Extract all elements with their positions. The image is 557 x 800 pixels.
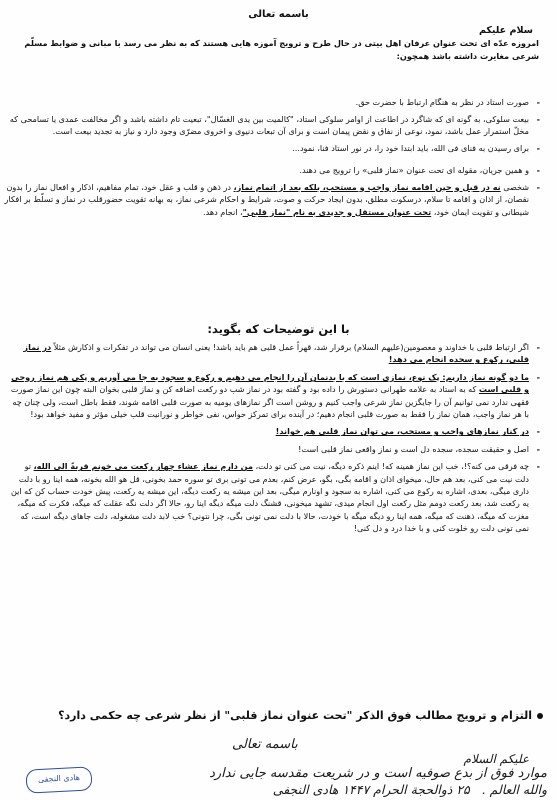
greeting: سلام علیکم bbox=[478, 25, 533, 36]
explanation-item: - در کنار نمازهای واجب و مستحب، می توان نماز قلبی هم خواند! bbox=[9, 425, 529, 437]
intro-paragraph: امروزه عدّه ای تحت عنوان عرفان اهل بیتی در حال طرح و ترویج آموزه هایی هستند که به نظر می رسد با مبانی و ضوابط مسلّم شرعی مغایرت داشته باشد همچون: bbox=[24, 38, 539, 61]
main-question: التزام و ترویج مطالب فوق الذکر "تحت عنوان نماز قلبی" از نظر شرعی چه حکمی دارد؟ bbox=[15, 709, 543, 722]
handwritten-closing: والله العالم . ۲۵ ذوالحجة الحرام ۱۴۴۷ هادی النجفی bbox=[272, 782, 547, 797]
handwritten-answer: موارد فوق از بدع صوفیه است و در شریعت مقدسه جایی ندارد bbox=[209, 766, 547, 781]
section-subheading: با این توضیحات که بگوید: bbox=[207, 322, 350, 336]
claim-item: - صورت استاد در نظر به هنگام ارتباط با حضرت حق. bbox=[3, 96, 529, 109]
handwritten-salam: علیکم السلام bbox=[463, 752, 529, 766]
claims-list bbox=[3, 96, 543, 222]
explanation-item: - اگر ارتباط قلبی با خداوند و معصومین(علیهم السلام) برقرار شد، قهراً عمل قلبی هم باید باشد! یعنی انسان می تواند در تفکرات و اذکارش مثلاً در نماز قلبی، رکوع و سجده انجام می دهد! bbox=[9, 341, 529, 366]
handwritten-bismillah: باسمه تعالی bbox=[232, 737, 298, 752]
explanation-item: - اصل و حقیقت سجده، سجده دل است و نماز واقعی نماز قلبی است! bbox=[9, 443, 529, 455]
claim-item: - برای رسیدن به فنای فی الله، باید ابتدا خود را، در نور استاد فنا، نمود... bbox=[3, 142, 529, 155]
document-header: باسمه تعالی bbox=[248, 9, 309, 20]
explanation-item: - ما دو گونه نماز داریم: یک نوع، نمازی است که با بدنمان آن را انجام می دهیم و رکوع و سجود به جا می آوریم و یکی هم نماز روحی و قلبی است که به استاد به علامه طهرانی دستورش را داده بود و گفته بود در نماز شب دو رکعت اضافه کن و نماز قلبی بخوان البته چون این نماز صورت فقهی ندارد نمی توانیم آن را جایگزین نماز شرعی واجب کنیم و روشن است اگر نمازهای یومیه به صورت قلبی اقامه شوند، فقط باطل است، ولی چنان چه با هر نماز واجب، همان نماز را فقط به صورت قلبی انجام دهیم؛ در آینده برای تمرکز حواس، نفی خواطر و نورانیت قلب خیلی مؤثر و مفید خواهد بود! bbox=[9, 371, 529, 421]
claim-item: - بیعت سلوکی، به گونه ای که شاگرد در اطاعت از اوامر سلوکی استاد، "کالمیت بین یدی الغسّال"، تبعیت تام داشته باشد و اگر مخالفت عمدی یا تسامحی که مخلّ استمرار عمل باشد، نمود، نوعی از نفاق و نقض پیمان است و برای آن تبعات دنیوی و اخروی مضرّی وجود دارد و نیاز به تجدید بیعت است. bbox=[3, 113, 529, 138]
seal-stamp: هادی النجفی bbox=[25, 766, 92, 793]
explanations-list bbox=[9, 341, 543, 540]
claim-item-definition: - شخصی نه در قبل و حین اقامه نماز واجب و مستحب، بلکه بعد از اتمام نماز، در ذهن و قلب و عقل خود، تمام مفاهیم، اذکار و افعال نماز را بدون نقصان، از اذان و اقامه تا سلام، درسکوت مطلق، بدون ایجاد حرکت و صوت، شرایط و احکام شرعی نماز، به بهانه تقویت حضورقلب در نماز و تسلّط بر افکار شیطانی و تقویت ایمان خود، تحت عنوان مستقل و جدیدی به نام "نماز قلبی"، انجام دهد. bbox=[3, 181, 529, 219]
explanation-item: - چه فرقی می کنه؟!، خب این نماز همینه که! اینم ذکره دیگه، نیت می کنی تو دلت، من دارم نماز عشاء چهار رکعت می خونم قربةً الی الله، تو دلت نیت می کنی، بعد هم حال، میخوای اذان و اقامه بگی، بگو، عرض کنم، بعدم می تونی بری تو سوره حمد بخونی، قل هو الله بخونه، همه اینا رو با دلت داری میگی، بعدی، اشاره به رکوع می کنی، اشاره به سجود و اونارم میگی، بعد این میشه یه رکعت دیگه، این میشه یه رکعت، پیش خودت حساب کن که این یه رکعت شد، بعد رکعت دومم مثل رکعت اول انجام میدی، تشهد میخونی، قشنگ دلت میگه دیگه اینا رو، حالا اگر دلت نگه عقلت که میگه، فکرت که میگه، مغزت که میگه، ذهنت که میگه، همه اینا رو دیگه میگه با خودت، حالا با دلت نمی تونی بگی، چرا نتونی؟ خب لابد دلت مشغوله، دلت جاهای دیگه است، که نمی تونی دلت رو خلوت کنی و با خدا درد و دل کنی! bbox=[9, 460, 529, 534]
bullet-icon bbox=[537, 713, 543, 719]
claim-item: - و همین جریان، مقوله ای تحت عنوان «نماز قلبی» را ترویج می دهند. bbox=[3, 164, 529, 177]
